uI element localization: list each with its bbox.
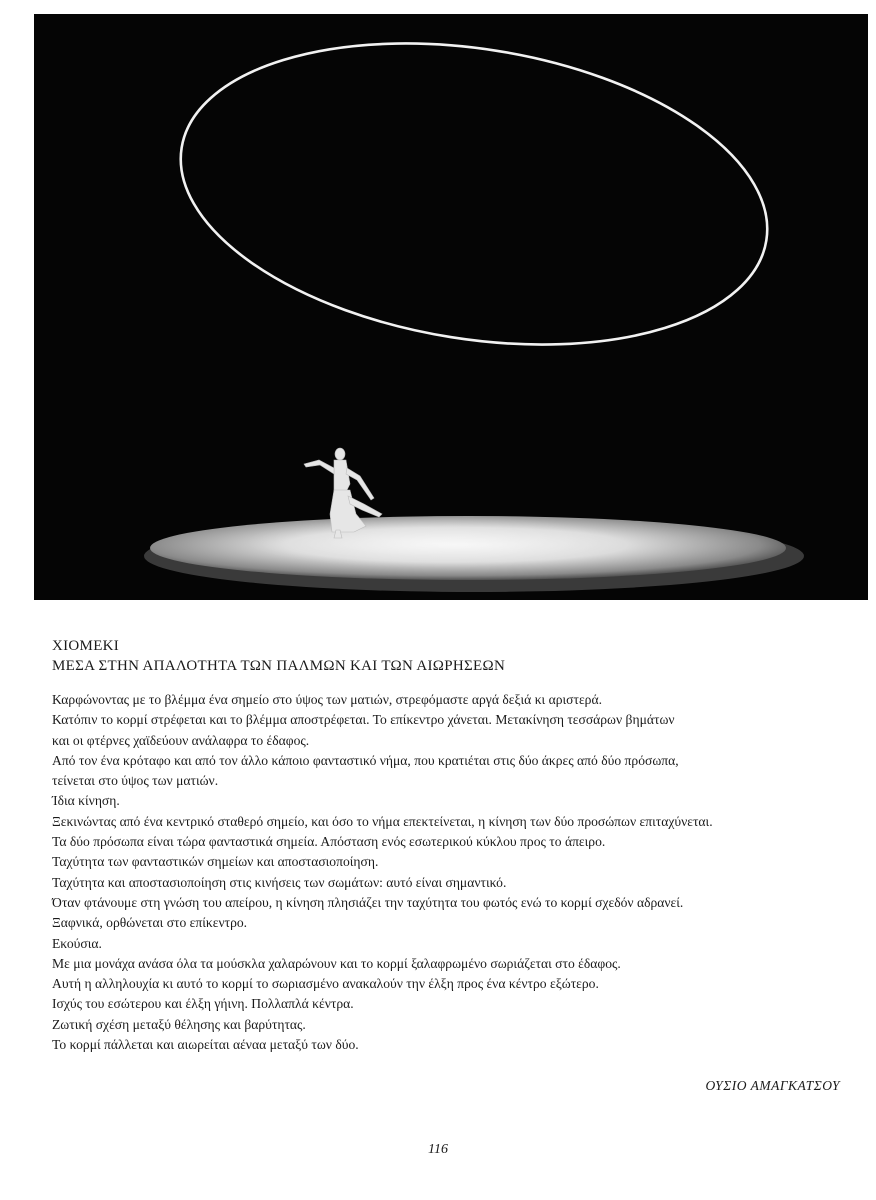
article-titles (52, 636, 832, 676)
text-line: Το κορμί πάλλεται και αιωρείται αέναα μεταξύ των δύο. (52, 1037, 359, 1053)
stage-photograph (34, 14, 868, 600)
text-line: Από τον ένα κρόταφο και από τον άλλο κάποιο φανταστικό νήμα, που κρατιέται στις δύο άκρες από δύο πρόσωπα, (52, 752, 679, 768)
text-line: Ζωτική σχέση μεταξύ θέλησης και βαρύτητας. (52, 1016, 306, 1032)
poem-text (52, 690, 842, 1055)
text-line: Ξεκινώντας από ένα κεντρικό σταθερό σημείο, και όσο το νήμα επεκτείνεται, η κίνηση των δύο προσώπων επιταχύνεται. (52, 813, 713, 829)
text-line: Ισχύς του εσώτερου και έλξη γήινη. Πολλαπλά κέντρα. (52, 996, 354, 1012)
author-signature: ΟΥΣΙΟ ΑΜΑΓΚΑΤΣΟΥ (705, 1078, 840, 1093)
text-line: τείνεται στο ύψος των ματιών. (52, 773, 219, 789)
text-line: Ταχύτητα και αποστασιοποίηση στις κινήσεις των σωμάτων: αυτό είναι σημαντικό. (52, 874, 507, 890)
text-line: και οι φτέρνες χαϊδεύουν ανάλαφρα το έδαφος. (52, 732, 310, 748)
text-line: Με μια μονάχα ανάσα όλα τα μούσκλα χαλαρώνουν και το κορμί ξαλαφρωμένο σωριάζεται στο έδαφος. (52, 955, 621, 971)
text-line: Ίδια κίνηση. (52, 793, 120, 809)
page-number: 116 (428, 1142, 448, 1157)
text-line: Καρφώνοντας με το βλέμμα ένα σημείο στο ύψος των ματιών, στρεφόμαστε αργά δεξιά κι αριστερά. (52, 692, 602, 707)
text-line: Ταχύτητα των φανταστικών σημείων και αποστασιοποίηση. (52, 854, 379, 870)
text-line: Ξαφνικά, ορθώνεται στο επίκεντρο. (52, 915, 248, 931)
work-subtitle: ΜΕΣΑ ΣΤΗΝ ΑΠΑΛΟΤΗΤΑ ΤΩΝ ΠΑΛΜΩΝ ΚΑΙ ΤΩΝ ΑΙΩΡΗΣΕΩΝ (52, 658, 506, 674)
text-line: Αυτή η αλληλουχία κι αυτό το κορμί το σωριασμένο ανακαλούν την έλξη προς ένα κέντρο εξώτερο. (52, 976, 599, 992)
text-line: Κατόπιν το κορμί στρέφεται και το βλέμμα αποστρέφεται. Το επίκεντρο χάνεται. Μετακίνηση τεσσάρων βημάτων (52, 712, 675, 728)
text-line: Εκούσια. (52, 935, 102, 951)
work-title: ΧΙΟΜΕΚΙ (52, 638, 120, 654)
dancer-on-stage-illustration (34, 14, 868, 600)
text-line: Όταν φτάνουμε στη γνώση του απείρου, η κίνηση πλησιάζει την ταχύτητα του φωτός ενώ το κορμί σχεδόν αδρανεί. (52, 894, 684, 910)
text-line: Τα δύο πρόσωπα είναι τώρα φανταστικά σημεία. Απόσταση ενός εσωτερικού κύκλου προς το άπειρο. (52, 834, 606, 850)
